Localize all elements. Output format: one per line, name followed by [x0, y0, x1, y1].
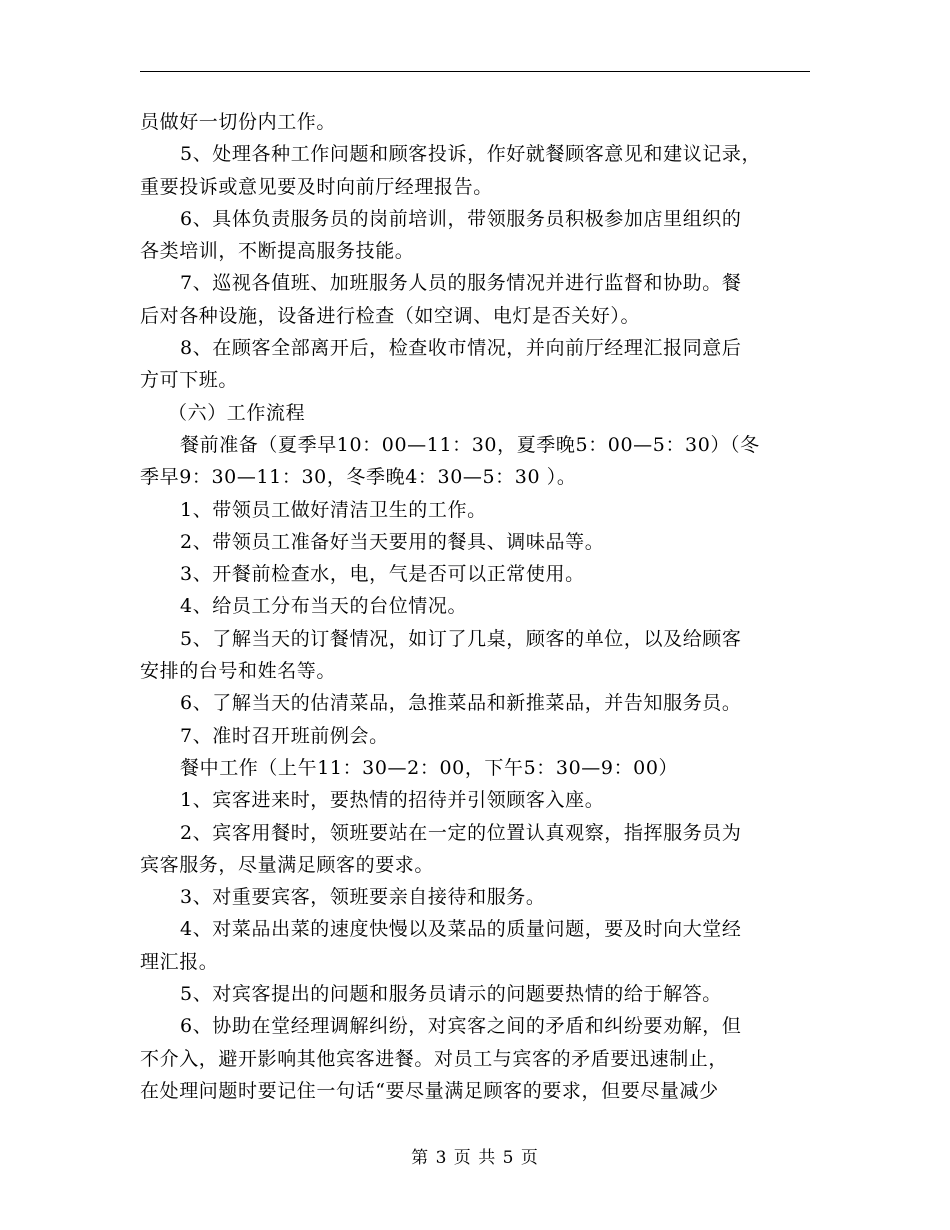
text-line: 方可下班。: [140, 369, 239, 392]
text-line: 餐前准备（夏季早10：00—11：30，夏季晚5：00—5：30）（冬: [180, 433, 760, 456]
text-line: 餐中工作（上午11：30—2：00，下午5：30—9：00）: [180, 756, 679, 779]
text-line: 5、对宾客提出的问题和服务员请示的问题要热情的给于解答。: [180, 983, 722, 1006]
text-line: 各类培训，不断提高服务技能。: [140, 240, 415, 263]
text-line: 1、带领员工做好清洁卫生的工作。: [180, 498, 487, 521]
text-line: 宾客服务，尽量满足顾客的要求。: [140, 853, 435, 876]
text-line: 安排的台号和姓名等。: [140, 660, 337, 683]
text-line: 6、具体负责服务员的岗前培训，带领服务员积极参加店里组织的: [180, 207, 742, 230]
text-line: 季早9：30—11：30，冬季晚4：30—5：30 ）。: [140, 466, 577, 489]
text-line: 员做好一切份内工作。: [140, 111, 337, 133]
text-line: 重要投诉或意见要及时向前厅经理报告。: [140, 175, 493, 198]
text-line: 后对各种设施，设备进行检查（如空调、电灯是否关好）。: [140, 304, 641, 327]
text-line: 2、带领员工准备好当天要用的餐具、调味品等。: [180, 530, 605, 553]
text-line: 6、协助在堂经理调解纠纷，对宾客之间的矛盾和纠纷要劝解，但: [180, 1015, 742, 1038]
text-line: 6、了解当天的估清菜品，急推菜品和新推菜品，并告知服务员。: [180, 692, 742, 715]
text-line: 5、处理各种工作问题和顾客投诉，作好就餐顾客意见和建议记录，: [180, 143, 762, 166]
text-line: 2、宾客用餐时，领班要站在一定的位置认真观察，指挥服务员为: [180, 821, 742, 844]
page-number-footer: 第 3 页 共 5 页: [411, 1148, 539, 1168]
text-line: 7、准时召开班前例会。: [180, 724, 389, 747]
text-line: 8、在顾客全部离开后，检查收市情况，并向前厅经理汇报同意后: [180, 337, 742, 360]
text-line: 不介入，避开影响其他宾客进餐。对员工与宾客的矛盾要迅速制止，: [140, 1047, 729, 1070]
header-rule: [140, 71, 810, 72]
text-line: 在处理问题时要记住一句话“要尽量满足顾客的要求，但要尽量减少: [140, 1079, 719, 1102]
text-line: 5、了解当天的订餐情况，如订了几桌，顾客的单位，以及给顾客: [180, 627, 742, 650]
text-line: 3、开餐前检查水，电，气是否可以正常使用。: [180, 563, 585, 586]
text-line: （六）工作流程: [168, 401, 306, 424]
text-line: 理汇报。: [140, 950, 219, 973]
text-line: 1、宾客进来时，要热情的招待并引领顾客入座。: [180, 789, 605, 812]
text-line: 3、对重要宾客，领班要亲自接待和服务。: [180, 886, 546, 909]
text-line: 7、巡视各值班、加班服务人员的服务情况并进行监督和协助。餐: [180, 272, 742, 295]
text-line: 4、对菜品出菜的速度快慢以及菜品的质量问题，要及时向大堂经: [180, 918, 742, 941]
text-line: 4、给员工分布当天的台位情况。: [180, 595, 468, 618]
document-body: [140, 106, 812, 1107]
